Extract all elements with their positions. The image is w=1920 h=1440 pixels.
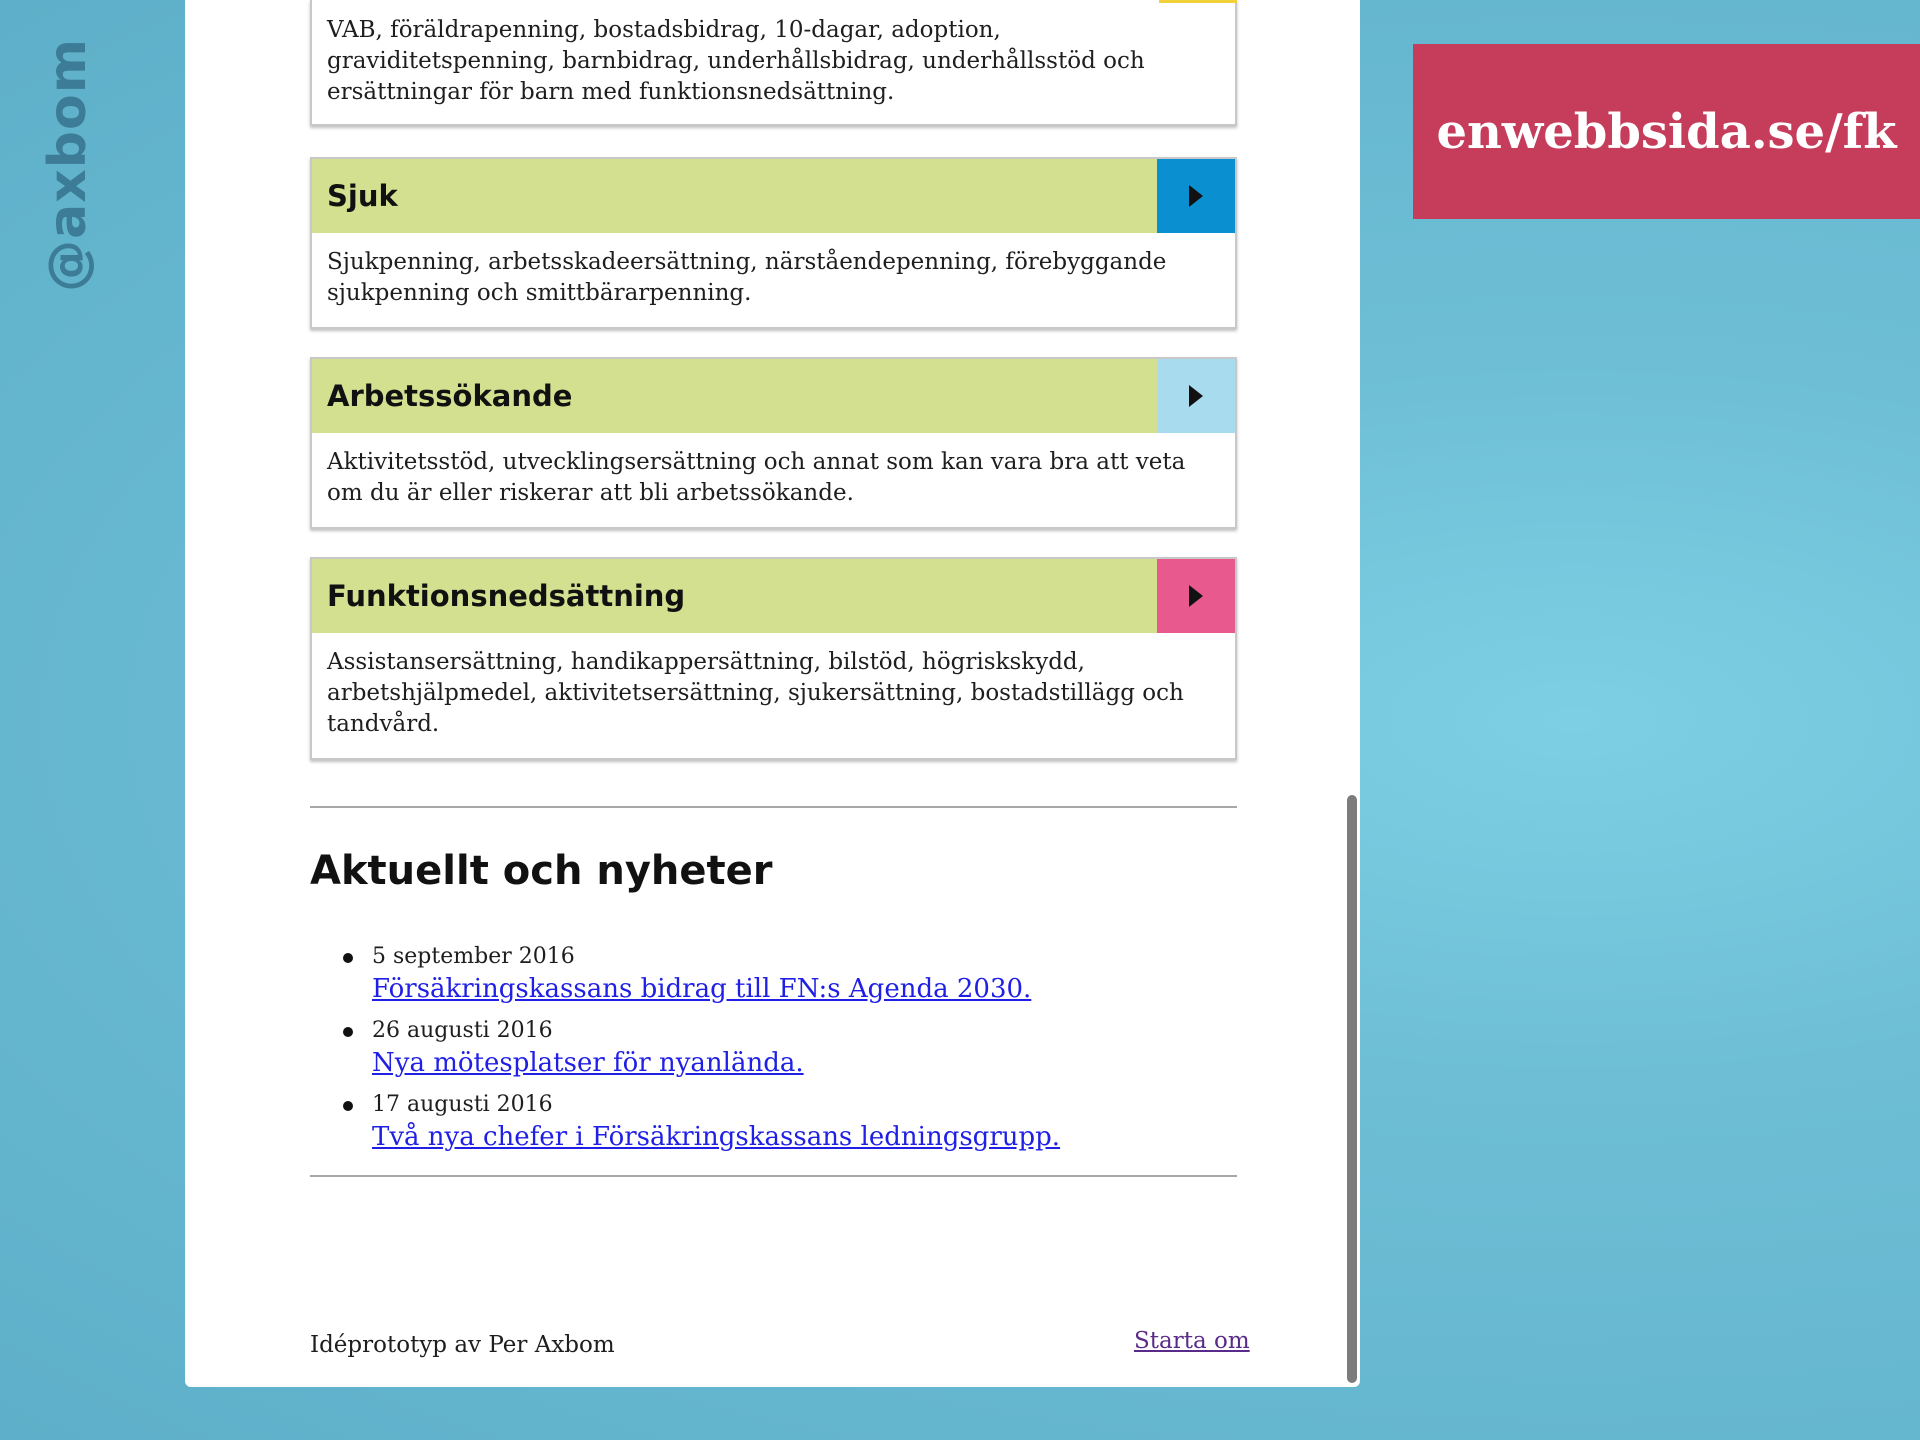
card-accent-strip [1159,0,1237,3]
card-title[interactable]: Sjuk [327,179,398,213]
category-card-arbetssokande [310,357,1237,529]
divider [310,806,1237,808]
news-link[interactable]: Två nya chefer i Försäkringskassans ledningsgrupp. [372,1122,1061,1152]
url-badge-text: enwebbsida.se/fk [1436,103,1897,160]
card-description: Sjukpenning, arbetsskadeersättning, närståendepenning, förebyggande sjukpenning och smittbärarpenning. [327,249,1167,306]
card-header[interactable] [312,359,1235,433]
category-card-funktionsnedsattning [310,557,1237,760]
news-link[interactable]: Nya mötesplatser för nyanlända. [372,1048,804,1078]
scrollbar[interactable] [1347,795,1357,1383]
play-arrow-icon [1189,185,1203,207]
footer-credit: Idéprototyp av Per Axbom [310,1332,615,1358]
category-card-family [310,0,1237,126]
twitter-handle [28,40,108,290]
card-title[interactable]: Arbetssökande [327,379,573,413]
card-description: Assistansersättning, handikappersättning, bilstöd, högriskskydd, arbetshjälpmedel, aktivitetsersättning, sjukersättning, bostadstillägg och tandvård. [327,649,1184,737]
play-arrow-icon [1189,385,1203,407]
card-title[interactable]: Funktionsnedsättning [327,579,686,613]
news-item [343,942,1060,1006]
url-badge [1413,44,1920,219]
news-item [343,1016,1060,1080]
divider [310,1175,1237,1177]
news-date: 26 augusti 2016 [372,1018,553,1043]
expand-button[interactable] [1157,159,1235,233]
news-date: 5 september 2016 [372,944,575,969]
card-header[interactable] [312,559,1235,633]
card-description: Aktivitetsstöd, utvecklingsersättning och annat som kan vara bra att veta om du är eller riskerar att bli arbetssökande. [327,449,1186,506]
category-card-sjuk [310,157,1237,329]
news-date: 17 augusti 2016 [372,1092,553,1117]
news-list [343,942,1060,1164]
expand-button[interactable] [1157,559,1235,633]
news-item [343,1090,1060,1154]
bullet-icon [343,953,353,963]
bullet-icon [343,1027,353,1037]
card-description: VAB, föräldrapenning, bostadsbidrag, 10-dagar, adoption, graviditetspenning, barnbidrag, underhållsbidrag, underhållsstöd och ersättningar för barn med funktionsnedsättning. [327,17,1145,105]
news-heading: Aktuellt och nyheter [310,848,773,894]
restart-link[interactable]: Starta om [1134,1328,1250,1354]
play-arrow-icon [1189,585,1203,607]
twitter-handle-text: @axbom [38,38,99,292]
expand-button[interactable] [1157,359,1235,433]
news-link[interactable]: Försäkringskassans bidrag till FN:s Agenda 2030. [372,974,1032,1004]
bullet-icon [343,1101,353,1111]
card-header[interactable] [312,159,1235,233]
